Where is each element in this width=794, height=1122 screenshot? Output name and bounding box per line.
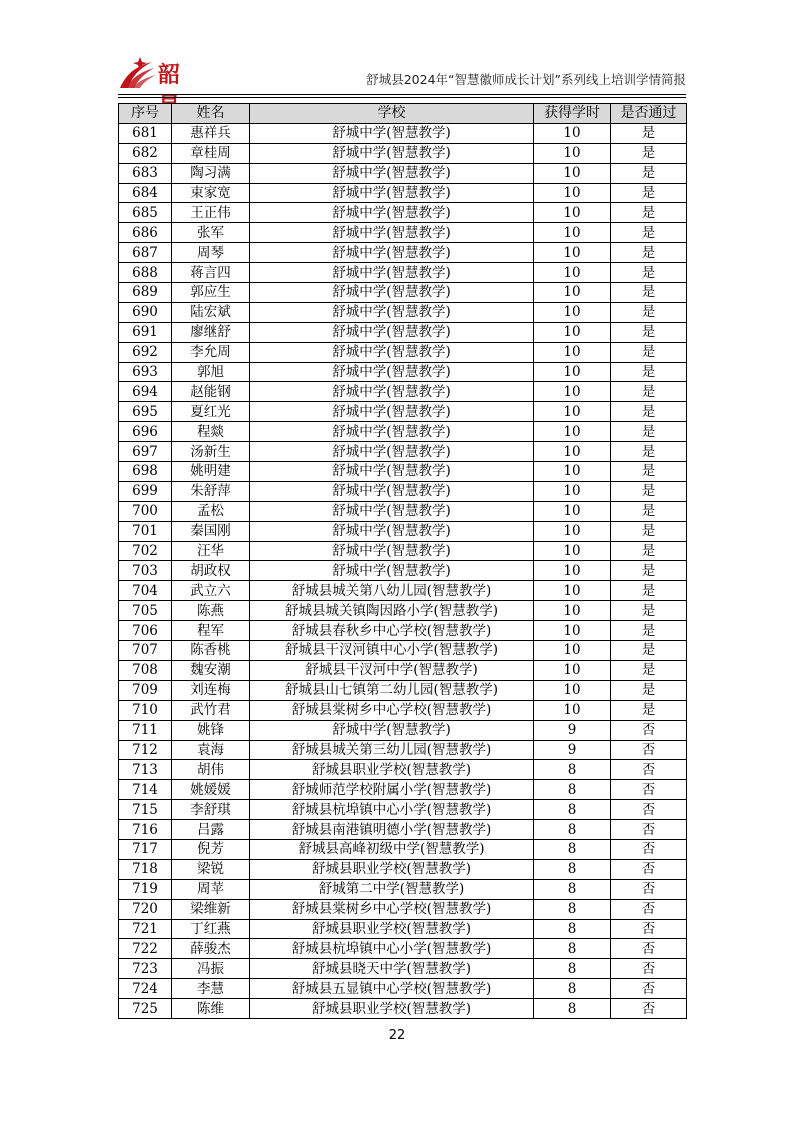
cell-passed: 是 [611,302,687,322]
cell-hours: 10 [534,362,611,382]
page-header [118,52,686,92]
table-row [119,283,687,303]
cell-name: 程燚 [172,422,250,442]
cell-name: 梁锐 [172,859,250,879]
cell-passed: 是 [611,143,687,163]
cell-number: 706 [119,621,172,641]
cell-hours: 10 [534,223,611,243]
table-row [119,342,687,362]
cell-school: 舒城中学(智慧教学) [250,382,534,402]
cell-number: 715 [119,800,172,820]
cell-number: 723 [119,959,172,979]
cell-passed: 是 [611,541,687,561]
cell-number: 705 [119,601,172,621]
cell-hours: 10 [534,641,611,661]
table-row [119,780,687,800]
cell-school: 舒城中学(智慧教学) [250,342,534,362]
cell-name: 郭旭 [172,362,250,382]
cell-name: 夏红光 [172,402,250,422]
cell-name: 李慧 [172,979,250,999]
table-row [119,660,687,680]
table-row [119,501,687,521]
table-row [119,800,687,820]
table-row [119,362,687,382]
cell-passed: 是 [611,442,687,462]
cell-number: 722 [119,939,172,959]
logo [118,56,198,90]
table-row [119,263,687,283]
cell-school: 舒城县城关镇陶因路小学(智慧教学) [250,601,534,621]
table-row [119,183,687,203]
cell-passed: 是 [611,601,687,621]
table-row [119,382,687,402]
cell-name: 周琴 [172,243,250,263]
cell-school: 舒城中学(智慧教学) [250,123,534,143]
cell-passed: 否 [611,720,687,740]
report-title: 舒城县2024年“智慧徽师成长计划”系列线上培训学情简报 [366,72,686,87]
cell-hours: 10 [534,621,611,641]
cell-number: 720 [119,899,172,919]
cell-school: 舒城县职业学校(智慧教学) [250,919,534,939]
table-row [119,760,687,780]
cell-name: 姚锋 [172,720,250,740]
cell-hours: 10 [534,561,611,581]
cell-passed: 是 [611,462,687,482]
cell-school: 舒城中学(智慧教学) [250,223,534,243]
cell-hours: 8 [534,859,611,879]
table-row [119,859,687,879]
cell-passed: 是 [611,561,687,581]
cell-passed: 否 [611,919,687,939]
cell-hours: 10 [534,481,611,501]
cell-school: 舒城中学(智慧教学) [250,501,534,521]
cell-number: 694 [119,382,172,402]
table-row [119,223,687,243]
cell-number: 719 [119,879,172,899]
cell-passed: 是 [611,283,687,303]
cell-number: 708 [119,660,172,680]
cell-school: 舒城中学(智慧教学) [250,203,534,223]
table-row [119,720,687,740]
cell-name: 丁红燕 [172,919,250,939]
cell-passed: 是 [611,263,687,283]
cell-school: 舒城县棠树乡中心学校(智慧教学) [250,700,534,720]
cell-name: 陶习满 [172,163,250,183]
cell-name: 汪华 [172,541,250,561]
cell-school: 舒城中学(智慧教学) [250,442,534,462]
cell-name: 陈燕 [172,601,250,621]
cell-hours: 10 [534,660,611,680]
cell-number: 712 [119,740,172,760]
cell-school: 舒城县职业学校(智慧教学) [250,859,534,879]
cell-number: 691 [119,322,172,342]
column-header-passed: 是否通过 [611,104,687,124]
training-roster-table [118,103,687,1019]
cell-number: 700 [119,501,172,521]
cell-number: 681 [119,123,172,143]
cell-hours: 10 [534,462,611,482]
cell-number: 698 [119,462,172,482]
cell-number: 697 [119,442,172,462]
table-row [119,322,687,342]
table-row [119,143,687,163]
cell-passed: 是 [611,422,687,442]
cell-hours: 8 [534,979,611,999]
cell-school: 舒城县职业学校(智慧教学) [250,999,534,1019]
cell-hours: 10 [534,183,611,203]
cell-passed: 是 [611,322,687,342]
table-row [119,402,687,422]
cell-name: 薛骏杰 [172,939,250,959]
cell-hours: 10 [534,302,611,322]
cell-passed: 否 [611,800,687,820]
table-row [119,959,687,979]
table-row [119,561,687,581]
cell-school: 舒城县晓天中学(智慧教学) [250,959,534,979]
cell-hours: 10 [534,342,611,362]
cell-passed: 是 [611,382,687,402]
cell-name: 武竹君 [172,700,250,720]
cell-number: 710 [119,700,172,720]
cell-school: 舒城县南港镇明德小学(智慧教学) [250,820,534,840]
cell-passed: 是 [611,243,687,263]
cell-passed: 是 [611,402,687,422]
cell-hours: 8 [534,899,611,919]
cell-number: 717 [119,839,172,859]
cell-hours: 10 [534,123,611,143]
cell-number: 695 [119,402,172,422]
cell-hours: 10 [534,402,611,422]
cell-number: 701 [119,521,172,541]
cell-school: 舒城中学(智慧教学) [250,143,534,163]
cell-passed: 是 [611,203,687,223]
cell-number: 716 [119,820,172,840]
cell-school: 舒城中学(智慧教学) [250,521,534,541]
cell-passed: 否 [611,820,687,840]
cell-hours: 10 [534,143,611,163]
logo-text: 韶 [158,62,182,88]
cell-number: 693 [119,362,172,382]
cell-hours: 10 [534,521,611,541]
table-row [119,601,687,621]
cell-number: 721 [119,919,172,939]
cell-name: 魏安潮 [172,660,250,680]
cell-school: 舒城县杭埠镇中心小学(智慧教学) [250,939,534,959]
cell-passed: 否 [611,780,687,800]
cell-name: 朱舒萍 [172,481,250,501]
cell-hours: 8 [534,999,611,1019]
cell-name: 姚明建 [172,462,250,482]
cell-school: 舒城中学(智慧教学) [250,422,534,442]
table-row [119,302,687,322]
cell-number: 687 [119,243,172,263]
cell-passed: 是 [611,183,687,203]
cell-number: 711 [119,720,172,740]
cell-passed: 否 [611,740,687,760]
cell-school: 舒城中学(智慧教学) [250,322,534,342]
cell-name: 孟松 [172,501,250,521]
cell-school: 舒城中学(智慧教学) [250,243,534,263]
cell-hours: 10 [534,243,611,263]
cell-hours: 8 [534,879,611,899]
table-row [119,740,687,760]
table-row [119,999,687,1019]
cell-name: 陆宏斌 [172,302,250,322]
cell-school: 舒城县山七镇第二幼儿园(智慧教学) [250,680,534,700]
cell-number: 685 [119,203,172,223]
cell-name: 袁海 [172,740,250,760]
cell-school: 舒城中学(智慧教学) [250,720,534,740]
column-header-school: 学校 [250,104,534,124]
cell-number: 684 [119,183,172,203]
cell-passed: 否 [611,939,687,959]
cell-passed: 是 [611,581,687,601]
table-body [119,123,687,1018]
cell-hours: 8 [534,919,611,939]
cell-passed: 否 [611,760,687,780]
cell-school: 舒城中学(智慧教学) [250,462,534,482]
cell-hours: 10 [534,541,611,561]
cell-number: 688 [119,263,172,283]
cell-name: 汤新生 [172,442,250,462]
cell-school: 舒城师范学校附属小学(智慧教学) [250,780,534,800]
table-row [119,939,687,959]
cell-hours: 10 [534,442,611,462]
cell-school: 舒城中学(智慧教学) [250,481,534,501]
table-row [119,521,687,541]
cell-name: 吕露 [172,820,250,840]
cell-hours: 9 [534,720,611,740]
cell-name: 程军 [172,621,250,641]
cell-number: 724 [119,979,172,999]
table-row [119,621,687,641]
column-header-number: 序号 [119,104,172,124]
column-header-name: 姓名 [172,104,250,124]
cell-number: 725 [119,999,172,1019]
cell-school: 舒城县春秋乡中心学校(智慧教学) [250,621,534,641]
cell-number: 714 [119,780,172,800]
table-row [119,422,687,442]
cell-name: 陈维 [172,999,250,1019]
cell-name: 梁维新 [172,899,250,919]
cell-school: 舒城第二中学(智慧教学) [250,879,534,899]
cell-passed: 否 [611,839,687,859]
cell-name: 李允周 [172,342,250,362]
cell-school: 舒城中学(智慧教学) [250,263,534,283]
cell-school: 舒城中学(智慧教学) [250,183,534,203]
cell-passed: 否 [611,979,687,999]
table-row [119,243,687,263]
cell-number: 707 [119,641,172,661]
cell-name: 武立六 [172,581,250,601]
table-row [119,203,687,223]
cell-number: 683 [119,163,172,183]
cell-school: 舒城中学(智慧教学) [250,163,534,183]
table-row [119,581,687,601]
column-header-hours: 获得学时 [534,104,611,124]
table-row [119,839,687,859]
cell-number: 689 [119,283,172,303]
table-row [119,641,687,661]
cell-number: 709 [119,680,172,700]
cell-number: 696 [119,422,172,442]
cell-hours: 10 [534,501,611,521]
cell-passed: 是 [611,621,687,641]
table-row [119,462,687,482]
cell-school: 舒城中学(智慧教学) [250,541,534,561]
cell-name: 章桂周 [172,143,250,163]
cell-school: 舒城中学(智慧教学) [250,402,534,422]
cell-hours: 8 [534,959,611,979]
cell-passed: 是 [611,362,687,382]
cell-passed: 是 [611,123,687,143]
cell-name: 张军 [172,223,250,243]
cell-number: 690 [119,302,172,322]
cell-passed: 否 [611,859,687,879]
cell-passed: 是 [611,163,687,183]
cell-name: 陈香桃 [172,641,250,661]
cell-passed: 是 [611,700,687,720]
table-row [119,541,687,561]
cell-hours: 10 [534,203,611,223]
cell-school: 舒城县干汊河镇中心小学(智慧教学) [250,641,534,661]
cell-hours: 8 [534,939,611,959]
table-row [119,879,687,899]
cell-hours: 10 [534,581,611,601]
cell-name: 姚媛媛 [172,780,250,800]
cell-school: 舒城中学(智慧教学) [250,561,534,581]
cell-number: 699 [119,481,172,501]
table-row [119,680,687,700]
cell-name: 刘连梅 [172,680,250,700]
table-row [119,700,687,720]
cell-hours: 10 [534,283,611,303]
cell-hours: 10 [534,163,611,183]
cell-hours: 10 [534,422,611,442]
cell-passed: 是 [611,641,687,661]
cell-hours: 10 [534,382,611,402]
cell-passed: 是 [611,501,687,521]
cell-hours: 8 [534,800,611,820]
cell-school: 舒城县杭埠镇中心小学(智慧教学) [250,800,534,820]
cell-name: 王正伟 [172,203,250,223]
cell-name: 胡政权 [172,561,250,581]
cell-passed: 是 [611,660,687,680]
cell-hours: 8 [534,839,611,859]
cell-school: 舒城县干汊河中学(智慧教学) [250,660,534,680]
cell-name: 倪芳 [172,839,250,859]
cell-hours: 10 [534,322,611,342]
cell-school: 舒城县棠树乡中心学校(智慧教学) [250,899,534,919]
cell-name: 秦国刚 [172,521,250,541]
table-row [119,899,687,919]
cell-hours: 9 [534,740,611,760]
cell-number: 704 [119,581,172,601]
cell-number: 686 [119,223,172,243]
cell-passed: 是 [611,342,687,362]
cell-hours: 10 [534,263,611,283]
table-row [119,820,687,840]
table-row [119,123,687,143]
cell-name: 胡伟 [172,760,250,780]
cell-number: 702 [119,541,172,561]
cell-name: 惠祥兵 [172,123,250,143]
cell-name: 冯振 [172,959,250,979]
table-header-row [119,104,687,124]
table-row [119,163,687,183]
logo-swoosh-icon [118,56,158,90]
cell-hours: 10 [534,700,611,720]
table-row [119,979,687,999]
header-divider [118,94,686,95]
cell-school: 舒城县五显镇中心学校(智慧教学) [250,979,534,999]
cell-school: 舒城县高峰初级中学(智慧教学) [250,839,534,859]
cell-name: 束家宽 [172,183,250,203]
cell-passed: 是 [611,481,687,501]
cell-passed: 是 [611,223,687,243]
cell-school: 舒城县城关第八幼儿园(智慧教学) [250,581,534,601]
cell-number: 718 [119,859,172,879]
cell-name: 蒋言四 [172,263,250,283]
cell-passed: 否 [611,959,687,979]
cell-number: 692 [119,342,172,362]
table-row [119,481,687,501]
table-row [119,919,687,939]
cell-passed: 是 [611,521,687,541]
cell-number: 703 [119,561,172,581]
cell-school: 舒城县城关第三幼儿园(智慧教学) [250,740,534,760]
cell-hours: 8 [534,780,611,800]
cell-school: 舒城中学(智慧教学) [250,302,534,322]
cell-name: 廖继舒 [172,322,250,342]
cell-number: 682 [119,143,172,163]
cell-passed: 否 [611,879,687,899]
cell-hours: 10 [534,680,611,700]
header-divider-thin [118,97,686,98]
cell-school: 舒城中学(智慧教学) [250,362,534,382]
cell-hours: 8 [534,760,611,780]
cell-name: 周苹 [172,879,250,899]
cell-school: 舒城县职业学校(智慧教学) [250,760,534,780]
table-row [119,442,687,462]
cell-name: 赵能钢 [172,382,250,402]
cell-school: 舒城中学(智慧教学) [250,283,534,303]
page-number: 22 [388,1028,406,1043]
cell-hours: 8 [534,820,611,840]
cell-hours: 10 [534,601,611,621]
cell-name: 李舒琪 [172,800,250,820]
cell-passed: 是 [611,680,687,700]
cell-name: 郭应生 [172,283,250,303]
cell-passed: 否 [611,899,687,919]
cell-number: 713 [119,760,172,780]
cell-passed: 否 [611,999,687,1019]
